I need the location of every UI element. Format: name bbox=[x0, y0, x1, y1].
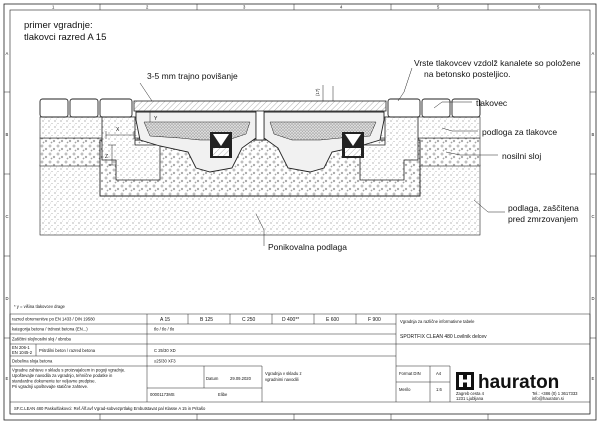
load-class-d400: D 400** bbox=[282, 317, 300, 323]
dimension-z-label: Z bbox=[105, 154, 109, 160]
footnote: * y = višina tlakovcev drage bbox=[14, 304, 65, 309]
load-class-c250: C 250 bbox=[242, 317, 256, 323]
grid-label-top-4: 4 bbox=[340, 4, 343, 10]
grid-label-top-6: 6 bbox=[538, 4, 541, 10]
install-notes-line1: Vgradne zahteve v skladu s proizvajalcem in pogoji vgradnje. bbox=[12, 367, 126, 373]
concrete-category-value: tlo / tlo / tlo bbox=[154, 326, 175, 332]
date-value: 29.09.2020 bbox=[230, 376, 251, 381]
standard-code-1: EN 206-1 bbox=[12, 345, 30, 350]
format-value: A4 bbox=[436, 371, 442, 376]
grid-label-top-3: 3 bbox=[243, 4, 246, 10]
drawing-description-bottom: SF.C.LEAN 480 Pasku/tlakovci: Ref.Älf.avf Vgrad-sobvezprtlakg Embutstavat pal Klasse A 15 in Pritašo bbox=[14, 406, 206, 411]
load-class-label: razred obremenitve po EN 1433 / DIN 19580 bbox=[12, 316, 95, 322]
drawing-title-line1: primer vgradnje: bbox=[24, 20, 93, 31]
standard-code-2: EN 1045-2 bbox=[12, 350, 33, 355]
grid-label-top-2: 2 bbox=[146, 4, 149, 10]
concrete-thickness-label: Debelina sloja betona bbox=[12, 358, 53, 364]
scale-label: Merilo bbox=[399, 387, 411, 392]
raise-leader bbox=[140, 83, 152, 101]
date-label: Datum bbox=[206, 376, 219, 381]
grid-label-side-e: E bbox=[5, 376, 9, 381]
dimension-y-label: Y bbox=[154, 116, 158, 122]
hauraton-logo bbox=[456, 372, 474, 390]
install-notes-line3: standardne dokumente ter veljavne predpise. bbox=[12, 378, 96, 384]
company-phone: Tel.: +386 (0) 1 3617333 bbox=[532, 391, 578, 396]
company-address-line2: 1231 Ljubljana bbox=[456, 396, 484, 401]
label-frost-protected-line1: podlaga, zaščitena bbox=[508, 203, 579, 213]
grid-label-side-b: B bbox=[5, 132, 9, 137]
dimension-x-label: X bbox=[116, 127, 120, 133]
grating bbox=[134, 101, 386, 111]
cross-section bbox=[40, 83, 480, 235]
load-class-e600: E 600 bbox=[326, 317, 340, 323]
concrete-thickness-value: ≥25/30 XF3 bbox=[154, 358, 176, 364]
grid-ruler-right bbox=[590, 51, 596, 381]
protective-layer-label: Zaščitni sloj/nosilni sloj / obroba bbox=[12, 336, 71, 342]
label-bedding: podloga za tlakovce bbox=[482, 127, 558, 137]
install-notes-line2: Upoštevajte navodila za vgradnjo, tehnične podatke in bbox=[12, 373, 113, 378]
company-address-line1: Zagreb cesta 4 bbox=[456, 391, 484, 396]
grid-ruler-bottom bbox=[100, 414, 488, 420]
grid-label-right-c: C bbox=[591, 214, 595, 219]
grid-label-side-c: C bbox=[5, 214, 9, 219]
customer-label: Vgradnja za različne informativne tabele bbox=[400, 319, 475, 324]
load-class-f900: F 900 bbox=[368, 317, 381, 323]
load-class-b125: B 125 bbox=[200, 317, 214, 323]
fixing-concrete-value: C 25/30 XD bbox=[154, 348, 176, 353]
load-class-a15: A 15 bbox=[160, 317, 171, 323]
drawing-code: 00001173MS bbox=[150, 392, 175, 397]
company-email: info@hauraton.si bbox=[532, 396, 564, 401]
dimension-17-label: (17) bbox=[315, 88, 320, 96]
label-paving-stone: tlakovec bbox=[476, 98, 508, 108]
grid-label-right-a: A bbox=[591, 51, 595, 56]
note-paving-rows-line1: Vrste tlakovcev vzdolž kanalete so položene bbox=[414, 58, 581, 68]
grid-label-right-e: E bbox=[591, 376, 595, 381]
product-name: SPORTFIX CLEAN 480 Lovilnik delcev bbox=[400, 334, 487, 340]
project-line1: Vgradnja v skladu z bbox=[265, 371, 302, 376]
filter-cartridge-right bbox=[342, 132, 364, 158]
grid-label-side-d: D bbox=[5, 296, 9, 301]
note-paving-rows-line2: na betonsko posteljico. bbox=[424, 69, 511, 79]
label-infiltration-subbase: Ponikovalna podlaga bbox=[268, 242, 347, 252]
grid-label-side-a: A bbox=[5, 51, 9, 56]
project-line2: vgradnimi navodili bbox=[265, 377, 299, 382]
grid-label-right-d: D bbox=[591, 296, 595, 301]
grid-ruler-left bbox=[4, 51, 10, 381]
scale-value: 1:6 bbox=[436, 387, 442, 392]
grid-label-top-5: 5 bbox=[437, 4, 440, 10]
filter-cartridge-left bbox=[210, 132, 232, 158]
label-base-layer: nosilni sloj bbox=[502, 151, 542, 161]
label-frost-protected-line2: pred zmrzovanjem bbox=[508, 214, 578, 224]
format-label: Format DIN bbox=[399, 371, 421, 376]
fixing-concrete-label: Pritrdilni beton / razred betona bbox=[39, 348, 96, 353]
concrete-category-label: kategorija betona / trdnost betona (EN...) bbox=[12, 326, 88, 332]
note-raised-grating: 3-5 mm trajno povišanje bbox=[147, 71, 238, 81]
grid-ruler-top bbox=[52, 4, 541, 10]
company-name: hauraton bbox=[478, 372, 560, 393]
grid-label-top-1: 1 bbox=[52, 4, 55, 10]
drawn-by: Elibe bbox=[218, 392, 228, 397]
grid-label-right-b: B bbox=[591, 132, 595, 137]
title-block bbox=[10, 314, 590, 414]
drawing-title-line2: tlakovci razred A 15 bbox=[24, 32, 107, 43]
install-notes-line4: Pri vgradnji upoštevajte statične zahteve. bbox=[12, 384, 89, 389]
paving-stones-left bbox=[40, 99, 132, 117]
